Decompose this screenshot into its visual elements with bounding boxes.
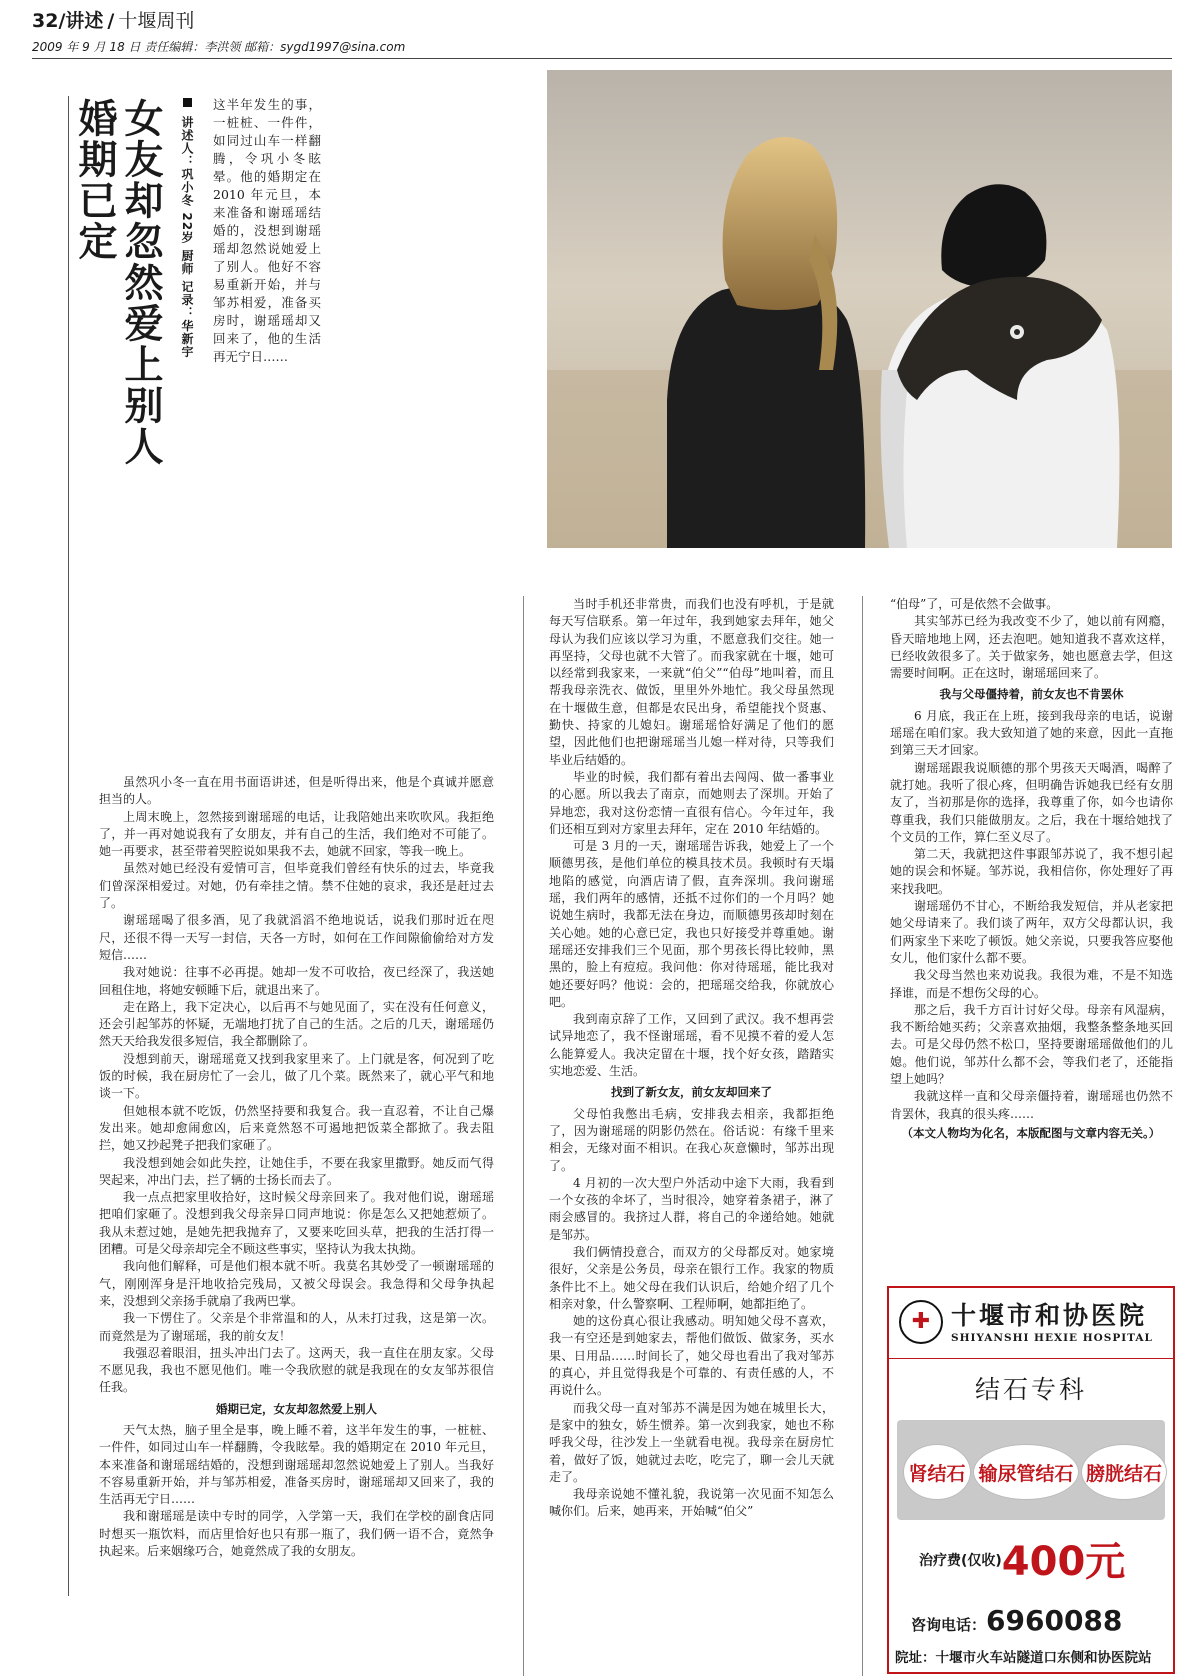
page-number: 32/: [32, 10, 66, 32]
specialty-kidney-stone: 肾结石: [903, 1444, 971, 1500]
dateline: 2009 年 9 月 18 日 责任编辑：李洪领 邮箱：sygd1997@sina.com: [32, 40, 406, 54]
phone-label: 咨询电话：: [911, 1616, 987, 1634]
paragraph: 但她根本就不吃饭，仍然坚持要和我复合。我一直忍着，不让自己爆发出来。她却愈闹愈凶，后来竟然怒不可遏地把饭菜全都掀了。我去阻拦，她又抄起凳子把我们家砸了。: [99, 1103, 494, 1153]
headline-main: 女友却忽然爱上别人: [118, 98, 163, 467]
paragraph: 没想到前天，谢瑶瑶竟又找到我家里来了。上门就是客，何况到了吃饭的时候，我在厨房忙了一会儿，做了几个菜。既然来了，就心平气和地谈一下。: [99, 1051, 494, 1101]
paragraph: 虽然对她已经没有爱情可言，但毕竟我们曾经有快乐的过去，毕竟我们曾深深相爱过。对她，仍有牵挂之情。禁不住她的哀求，我还是赶过去了。: [99, 861, 494, 911]
paragraph: 4 月初的一次大型户外活动中途下大雨，我看到一个女孩的伞坏了，当时很冷，她穿着条裙子，淋了雨会感冒的。我挤过人群，将自己的伞递给她。她就是邹苏。: [549, 1175, 834, 1242]
section-subheading: 我与父母僵持着，前女友也不肯罢休: [939, 687, 1124, 702]
column-divider: [862, 596, 863, 1676]
photo-two-people-icon: [547, 70, 1172, 548]
paragraph: 虽然巩小冬一直在用书面语讲述，但是听得出来，他是个真诚并愿意担当的人。: [99, 775, 494, 807]
paragraph: 谢瑶瑶跟我说顺德的那个男孩天天喝酒，喝醉了就打她。我听了很心疼，但明确告诉她我已经有女朋友了，当初那是你的选择，我尊重了你，如今也请你尊重我，我们只能做朋友。之后，我在十堰给她找了个文员的工作，算仁至义尽了。: [890, 760, 1173, 844]
paragraph: 6 月底，我正在上班，接到我母亲的电话，说谢瑶瑶在咱们家。我大致知道了她的来意，因此一直拖到第三天才回家。: [890, 708, 1173, 758]
hospital-address: 院址：十堰市火车站隧道口东侧和协医院站: [895, 1650, 1152, 1666]
paragraph: 谢瑶瑶仍不甘心，不断给我发短信，并从老家把她父母请来了。我们谈了两年，双方父母都认识，我们两家坐下来吃了顿饭。她父亲说，只要我答应娶他女儿，他们家什么都不要。: [890, 899, 1173, 965]
paragraph: 我和谢瑶瑶是读中专时的同学，入学第一天，我们在学校的副食店同时想买一瓶饮料，而店里恰好也只有那一瓶了，我们俩一语不合，竟然争执起来。后来姻缘巧合，她竟然成了我的女朋友。: [99, 1509, 494, 1559]
fee-label: 治疗费(仅收): [919, 1553, 1002, 1569]
paragraph: 我母亲说她不懂礼貌，我说第一次见面不知怎么喊你们。后来，她再来，开始喊“伯父”: [549, 1487, 834, 1519]
paragraph: 天气太热，脑子里全是事，晚上睡不着，这半年发生的事，一桩桩、一件件，如同过山车一样翻腾，令我眩晕。我的婚期定在 2010 年元旦，本来准备和谢瑶瑶结婚的，没想到谢瑶瑶却忽然说她爱上了别人。当我好不容易重新开始，并与邹苏相爱，准备买房时，谢瑶瑶却又回来了，我的生活再无宁日……: [99, 1422, 494, 1507]
fee-amount: 400元: [1001, 1539, 1126, 1585]
treatment-fee: [919, 1530, 1125, 1587]
article-column-2: [549, 596, 834, 1521]
masthead-divider: [32, 58, 1172, 59]
paragraph: 可是 3 月的一天，谢瑶瑶告诉我，她爱上了一个顺德男孩，是他们单位的模具技术员。我顿时有天塌地陷的感觉，向酒店请了假，直奔深圳。我问谢瑶瑶，我们两年的感情，还抵不过你们的一个月吗？她说她生病时，我都无法在身边，而顺德男孩却时刻在关心她。她的心意已定，我也只好接受并尊重她。谢瑶瑶还安排我们三个见面，那个男孩长得比较帅，黑黑的，脸上有痘痘。我问他：你对待瑶瑶，能比我对她还要好吗？他说：会的，把瑶瑶交给我，你就放心吧。: [549, 839, 834, 1009]
bullet-square-icon: [183, 98, 192, 107]
article-photo: [547, 70, 1172, 548]
paragraph: “伯母”了，可是依然不会做事。: [890, 597, 1059, 611]
headline-sub: 婚期已定: [72, 98, 117, 262]
paragraph: 谢瑶瑶喝了很多酒，见了我就滔滔不绝地说话，说我们那时近在咫尺，还很不得一天写一封信，天各一方时，如何在工作间隙偷偷给对方发短信……: [99, 913, 494, 962]
paragraph: 我强忍着眼泪，扭头冲出门去了。这两天，我一直住在朋友家。父母不愿见我，我也不愿见他们。唯一令我欣慰的就是我现在的女友邹苏很信任我。: [99, 1345, 494, 1395]
masthead: [32, 6, 194, 33]
paragraph: 而我父母一直对邹苏不满是因为她在城里长大，是家中的独女，娇生惯养。第一次到我家，她也不称呼我父母，往沙发上一坐就看电视。我母亲在厨房忙着，做好了饭，她就过去吃，吃完了，聊一会儿天就走了。: [549, 1400, 834, 1484]
paragraph: 我向他们解释，可是他们根本就不听。我莫名其妙受了一顿谢瑶瑶的气，刚刚浑身是汗地收拾完残局，又被父母误会。我急得和父母争执起来，没想到父亲扬手就扇了我两巴掌。: [99, 1259, 494, 1308]
disclaimer-note: （本文人物均为化名，本版配图与文章内容无关。）: [901, 1125, 1161, 1140]
paragraph: 我们俩情投意合，而双方的父母都反对。她家境很好，父亲是公务员，母亲在银行工作。我家的物质条件比不上。她父母在我们认识后，给她介绍了几个相亲对象，什么警察啊、工程师啊，她都拒绝了。: [549, 1244, 834, 1311]
paragraph: 她的这份真心很让我感动。明知她父母不喜欢，我一有空还是到她家去，帮他们做饭、做家务，买水果、日用品……时间长了，她父母也看出了我对邹苏的真心，并且觉得我是个可靠的、有责任感的人，不再说什么。: [549, 1314, 834, 1398]
intro-paragraph: 这半年发生的事，一桩桩、一件件，如同过山车一样翻腾，令巩小冬眩晕。他的婚期定在 2010 年元旦，本来准备和谢瑶瑶结婚的，没想到谢瑶瑶却忽然说她爱上了别人。他好不容易重新开始，并与邹苏相爱，准备买房时，谢瑶瑶却又回来了，他的生活再无宁日……: [213, 97, 321, 364]
publication-name: 十堰周刊: [118, 10, 195, 32]
article-column-1: [99, 774, 494, 1560]
paragraph: 父母怕我憋出毛病，安排我去相亲，我都拒绝了，因为谢瑶瑶的阴影仍然在。俗话说：有缘千里来相会，无缘对面不相识。在我心灰意懒时，邹苏出现了。: [549, 1106, 834, 1173]
consult-phone: [911, 1604, 1122, 1637]
paragraph: 第二天，我就把这件事跟邹苏说了，我不想引起她的误会和怀疑。邹苏说，我相信你，你处理好了再来找我吧。: [890, 847, 1173, 896]
paragraph: 上周末晚上，忽然接到谢瑶瑶的电话，让我陪她出来吹吹风。我拒绝了，并一再对她说我有了女朋友，并有自己的生活，我们绝对不可能了。她一再要求，甚至带着哭腔说如果我不去，她就不回家，等我一晚上。: [99, 809, 494, 859]
paragraph: 我对她说：往事不必再提。她却一发不可收拾，夜已经深了，我送她回租住地，将她安顿睡下后，就退出来了。: [99, 965, 494, 997]
column-divider: [523, 596, 524, 1676]
section-subheading: 婚期已定，女友却忽然爱上别人: [216, 1401, 377, 1416]
paragraph: 毕业的时候，我们都有着出去闯闯、做一番事业的心愿。所以我去了南京，而她则去了深圳。开始了异地恋，我对这份恋情一直很有信心。今年过年，我们还相互到对方家里去拜年，定在 2010 年结婚的。: [549, 769, 834, 836]
phone-number: 6960088: [986, 1604, 1123, 1637]
hospital-cross-logo-icon: ✚: [899, 1300, 943, 1344]
headline-divider: [68, 96, 69, 1596]
masthead-separator: /: [107, 10, 115, 32]
paragraph: 我没想到她会如此失控，让她住手，不要在我家里撒野。她反而气得哭起来，冲出门去，拦了辆的士扬长而去了。: [99, 1155, 494, 1187]
paragraph: 走在路上，我下定决心，以后再不与她见面了，实在没有任何意义，还会引起邹苏的怀疑，无端地打扰了自己的生活。之后的几天，谢瑶瑶仍然天天给我发很多短信，我全都删除了。: [99, 999, 494, 1049]
paragraph: 那之后，我千方百计讨好父母。母亲有风湿病，我不断给她买药；父亲喜欢抽烟，我整条整条地买回去。可是父母仍然不松口，坚持要谢瑶瑶做他们的儿媳。他们说，邹苏什么都不会，等我们老了，还能指望上她吗？: [890, 1002, 1173, 1087]
byline-text: 讲述人：巩小冬 22岁 厨师 记录：华新宇: [180, 116, 194, 359]
byline: [178, 98, 196, 358]
paragraph: 其实邹苏已经为我改变不少了，她以前有网瘾，昏天暗地地上网，还去泡吧。她知道我不喜欢这样，已经收敛很多了。关于做家务，她也愿意去学，但这需要时间啊。正在这时，谢瑶瑶回来了。: [890, 614, 1173, 681]
hospital-name-en: SHIYANSHI HEXIE HOSPITAL: [951, 1332, 1153, 1344]
hospital-name: 十堰市和协医院: [951, 1301, 1148, 1330]
specialty-ureter-stone: 输尿管结石: [973, 1444, 1079, 1500]
specialty-bladder-stone: 膀胱结石: [1081, 1444, 1167, 1500]
section-name: 讲述: [65, 10, 104, 32]
article-column-3: [890, 596, 1173, 1142]
section-subheading: 找到了新女友，前女友却回来了: [611, 1085, 772, 1100]
paragraph: 我就这样一直和父母亲僵持着，谢瑶瑶也仍然不肯罢休，我真的很头疼……: [890, 1089, 1173, 1121]
department-title: 结石专科: [974, 1375, 1087, 1404]
paragraph: 我到南京辞了工作，又回到了武汉。我不想再尝试异地恋了，我不怪谢瑶瑶，看不见摸不着的爱人怎么能算爱人。我决定留在十堰，找个好女孩，踏踏实实地恋爱、生活。: [549, 1012, 834, 1079]
paragraph: 当时手机还非常贵，而我们也没有呼机，于是就每天写信联系。第一年过年，我到她家去拜年，她父母认为我们应该以学习为重，不愿意我们交往。她一再坚持，父母也就不大管了。而我家就在十堰，她可以经常到我家来，一来就“伯父”“伯母”地叫着，而且帮我母亲洗衣、做饭，里里外外地忙。我父母虽然现在十堰做生意，但都是农民出身，希望能找个贤惠、勤快、持家的儿媳妇。谢瑶瑶恰好满足了他们的愿望，因此他们也把谢瑶瑶当儿媳一样对待，只等我们毕业后结婚的。: [549, 597, 834, 767]
hospital-advertisement: [887, 1286, 1175, 1674]
paragraph: 我一下愣住了。父亲是个非常温和的人，从未打过我，这是第一次。而竟然是为了谢瑶瑶，我的前女友！: [99, 1311, 494, 1343]
ad-header: [889, 1288, 1173, 1359]
paragraph: 我父母当然也来劝说我。我很为难，不是不知选择谁，而是不想伤父母的心。: [890, 968, 1173, 1000]
paragraph: 我一点点把家里收拾好，这时候父母亲回来了。我对他们说，谢瑶瑶把咱们家砸了。没想到我父母亲异口同声地说：你是怎么又把她惹烦了。我从未惹过她，是她先把我抛弃了，又要来吃回头草，把我的生活打得一团糟。可是父母亲却完全不顾这些事实，坚持认为我太执拗。: [99, 1190, 494, 1257]
